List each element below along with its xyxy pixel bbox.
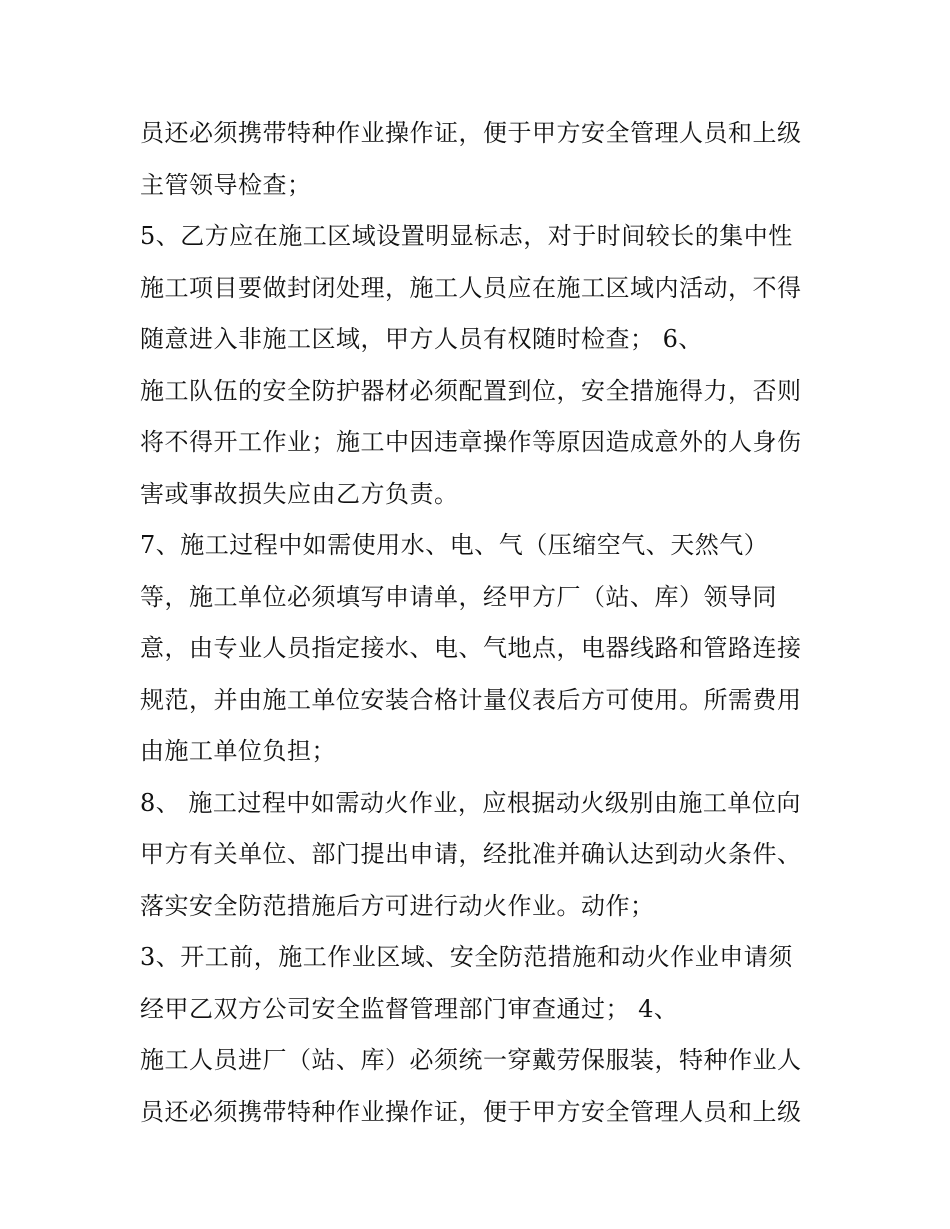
text-line: 施工人员进厂（站、库）必须统一穿戴劳保服装，特种作业人 bbox=[140, 1046, 802, 1074]
text-line: 主管领导检查； bbox=[140, 170, 312, 199]
text-line: 7、施工过程中如需使用水、电、气（压缩空气、天然气） bbox=[140, 531, 769, 559]
text-line: 8、 施工过程中如需动火作业，应根据动火级别由施工单位向 bbox=[140, 788, 801, 817]
text-line: 规范，并由施工单位安装合格计量仪表后方可使用。所需费用 bbox=[140, 685, 802, 714]
text-line: 3、开工前，施工作业区域、安全防范措施和动火作业申请须 bbox=[140, 943, 793, 971]
text-line: 5、乙方应在施工区域设置明显标志，对于时间较长的集中性 bbox=[140, 222, 793, 250]
text-line: 经甲乙双方公司安全监督管理部门审查通过； 4、 bbox=[140, 994, 679, 1023]
text-line: 施工项目要做封闭处理，施工人员应在施工区域内活动，不得 bbox=[140, 273, 802, 302]
text-line: 施工队伍的安全防护器材必须配置到位，安全措施得力，否则 bbox=[140, 376, 802, 405]
text-line: 由施工单位负担； bbox=[140, 737, 336, 765]
text-line: 害或事故损失应由乙方负责。 bbox=[140, 479, 459, 508]
text-line: 等，施工单位必须填写申请单，经甲方厂（站、库）领导同 bbox=[140, 582, 777, 611]
text-line: 将不得开工作业；施工中因违章操作等原因造成意外的人身伤 bbox=[140, 428, 802, 456]
text-line: 随意进入非施工区域，甲方人员有权随时检查； 6、 bbox=[140, 325, 703, 353]
text-line: 意，由专业人员指定接水、电、气地点，电器线路和管路连接 bbox=[140, 634, 802, 662]
body-text bbox=[140, 108, 830, 1138]
text-line: 员还必须携带特种作业操作证，便于甲方安全管理人员和上级 bbox=[140, 1097, 802, 1126]
text-line: 落实安全防范措施后方可进行动火作业。动作； bbox=[140, 891, 655, 920]
text-line: 员还必须携带特种作业操作证，便于甲方安全管理人员和上级 bbox=[140, 119, 802, 147]
text-line: 甲方有关单位、部门提出申请，经批准并确认达到动火条件、 bbox=[140, 840, 802, 868]
